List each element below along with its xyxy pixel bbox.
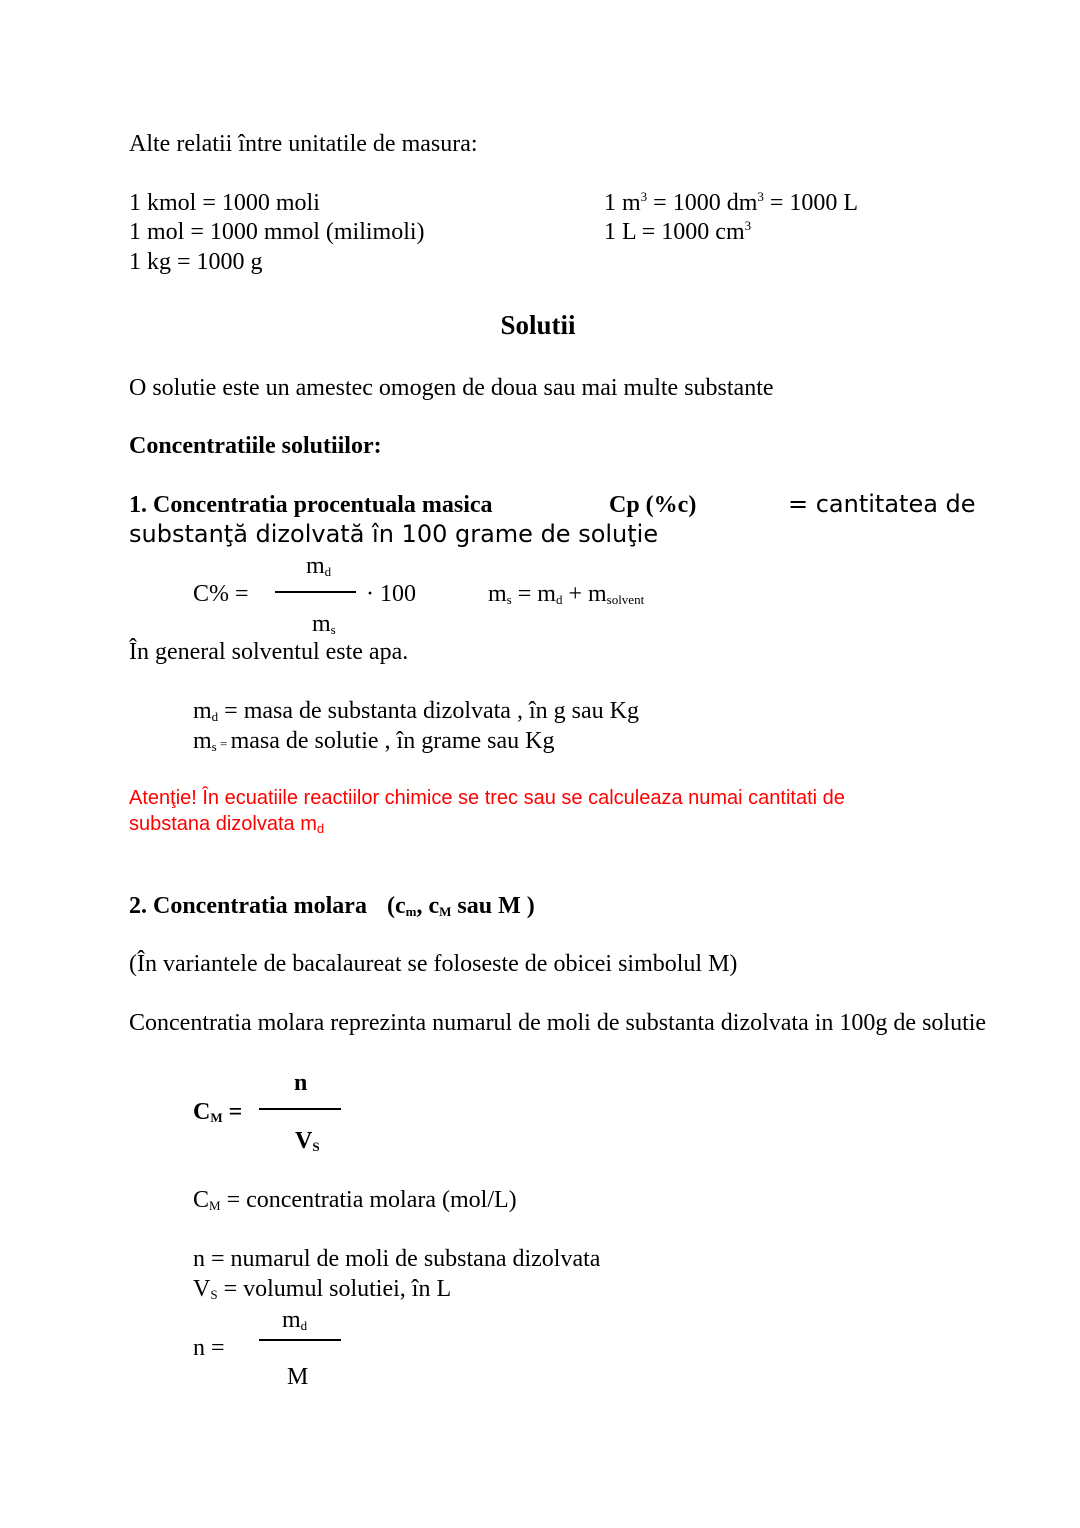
section-1-heading: 1. Concentratia procentuala masica (129, 492, 493, 518)
cm-formula-numerator: n (294, 1070, 308, 1096)
warning-line-1: Atenţie! În ecuatiile reactiilor chimice se trec sau se calculeaza numai cantitati de (129, 787, 845, 809)
section-1-def-b: substanţă dizolvată în 100 grame de soluţie (129, 520, 659, 548)
md-definition: $m_d$ = masa de substanta dizolvata , în g sau Kg (193, 698, 639, 724)
cm-formula-lhs: $C_M$ = (193, 1099, 243, 1125)
ms-formula: $m_s = m_d + m_{solvent}$ (488, 581, 645, 607)
cm-formula-denominator: $V_S$ (295, 1128, 320, 1154)
fraction-bar (275, 591, 356, 593)
solvent-note: În general solventul este apa. (129, 639, 409, 665)
intro-text: Alte relatii între unitatile de masura: (129, 131, 478, 157)
unit-kmol: 1 kmol = 1000 moli (129, 190, 320, 216)
cp-formula-denominator: $m_s$ (312, 611, 336, 637)
solution-definition: O solutie este un amestec omogen de doua sau mai multe substante (129, 375, 774, 401)
warning-line-2: substana dizolvata $m_d$ (129, 813, 325, 836)
n-definition: n = numarul de moli de substana dizolvata (193, 1246, 601, 1272)
n-formula-numerator: $m_d$ (282, 1307, 308, 1333)
fraction-bar (259, 1108, 341, 1110)
section-1-symbol: Cp (%c) (609, 492, 697, 518)
unit-kg: 1 kg = 1000 g (129, 249, 263, 275)
unit-mol: 1 mol = 1000 mmol (milimoli) (129, 219, 425, 245)
n-formula-lhs: n = (193, 1335, 225, 1361)
unit-liter: 1 L = 1000 $cm^3$ (604, 218, 752, 245)
ms-definition: $m_s$ = masa de solutie , în grame sau Kg (193, 728, 555, 754)
bac-note: (În variantele de bacalaureat se foloseste de obicei simbolul M) (129, 951, 738, 977)
cp-formula-numerator: $m_d$ (306, 553, 332, 579)
cm-definition: $C_M$ = concentratia molara (mol/L) (193, 1187, 517, 1213)
cp-formula-lhs: C% = (193, 581, 249, 607)
fraction-bar (259, 1339, 341, 1341)
page-title: Solutii (500, 310, 576, 340)
molar-definition: Concentratia molara reprezinta numarul de moli de substanta dizolvata in 100g de solutie (129, 1010, 987, 1036)
n-formula-denominator: M (287, 1364, 309, 1390)
concentrations-heading: Concentratiile solutiilor: (129, 433, 382, 459)
section-2-heading: 2. Concentratia molara ($c_m$, $c_M$ sau M ) (129, 893, 535, 919)
vs-definition: $V_S$ = volumul solutiei, în L (193, 1276, 452, 1302)
section-1-def-a: = cantitatea de (788, 490, 976, 518)
unit-m3: 1 $m^3 = 1000$ $dm^3 = 1000$ L (604, 189, 859, 216)
cp-formula-times: · 100 (366, 581, 416, 607)
